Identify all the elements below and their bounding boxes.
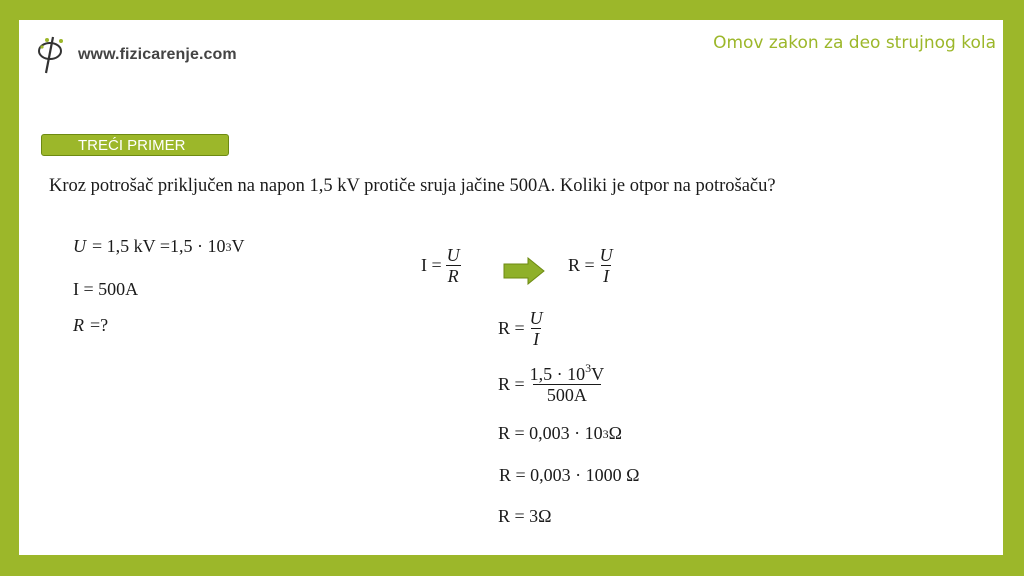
slide-topic: Omov zakon za deo strujnog kola — [713, 33, 996, 53]
rearranged-denominator: I — [603, 266, 610, 286]
logo-icon — [36, 35, 72, 75]
solution-result — [498, 506, 552, 527]
logo-text: www.fizicarenje.com — [78, 46, 237, 63]
rearranged-lhs: R = — [568, 255, 595, 275]
formula-lhs: I = — [421, 255, 442, 275]
resistance-unknown: =? — [90, 315, 109, 335]
voltage-value: = 1,5 kV =1,5 · 10 — [92, 236, 226, 256]
step2-unit: V — [591, 364, 605, 384]
step3-unit: Ω — [608, 423, 623, 443]
step4-text: R = 0,003 · 1000 Ω — [499, 465, 640, 485]
voltage-symbol: U — [73, 236, 86, 256]
formula-denominator: R — [447, 266, 459, 286]
solution-step-1 — [498, 308, 548, 349]
arrow-right-icon — [503, 257, 545, 285]
problem-statement: Kroz potrošač priključen na napon 1,5 kV protiče sruja jačine 500A. Koliki je otpor na potrošaču? — [49, 176, 776, 196]
step2-fraction — [528, 361, 607, 405]
logo — [36, 35, 237, 75]
solution-step-2 — [498, 361, 609, 405]
step2-numerator-text: 1,5 · 10 — [529, 364, 586, 384]
step2-numerator — [528, 361, 607, 384]
formula-fraction — [445, 245, 462, 286]
solution-step-4 — [499, 465, 640, 486]
resistance-symbol: R — [73, 315, 84, 335]
current-value: I = 500A — [73, 279, 139, 299]
step2-denominator: 500A — [533, 384, 601, 405]
formula-numerator: U — [446, 245, 460, 265]
given-current — [73, 279, 138, 300]
step2-lhs: R = — [498, 374, 525, 394]
step1-fraction — [528, 308, 545, 349]
rearranged-fraction — [598, 245, 615, 286]
given-resistance — [73, 315, 108, 336]
step1-denominator: I — [533, 329, 540, 349]
rearranged-numerator: U — [599, 245, 613, 265]
result-text: R = 3Ω — [498, 506, 552, 526]
step3-text: R = 0,003 · 10 — [498, 423, 603, 443]
voltage-unit: V — [231, 236, 245, 256]
step2-exponent: 3 — [585, 361, 592, 375]
step1-lhs: R = — [498, 318, 525, 338]
rearranged-formula — [568, 245, 618, 286]
example-badge: TREĆI PRIMER — [41, 134, 229, 156]
given-voltage: U = 1,5 kV =1,5 · 10 3 V — [73, 236, 245, 256]
step1-numerator: U — [529, 308, 543, 328]
solution-step-3: R = 0,003 · 10 3 Ω — [498, 423, 623, 443]
ohms-law-formula — [421, 245, 465, 286]
